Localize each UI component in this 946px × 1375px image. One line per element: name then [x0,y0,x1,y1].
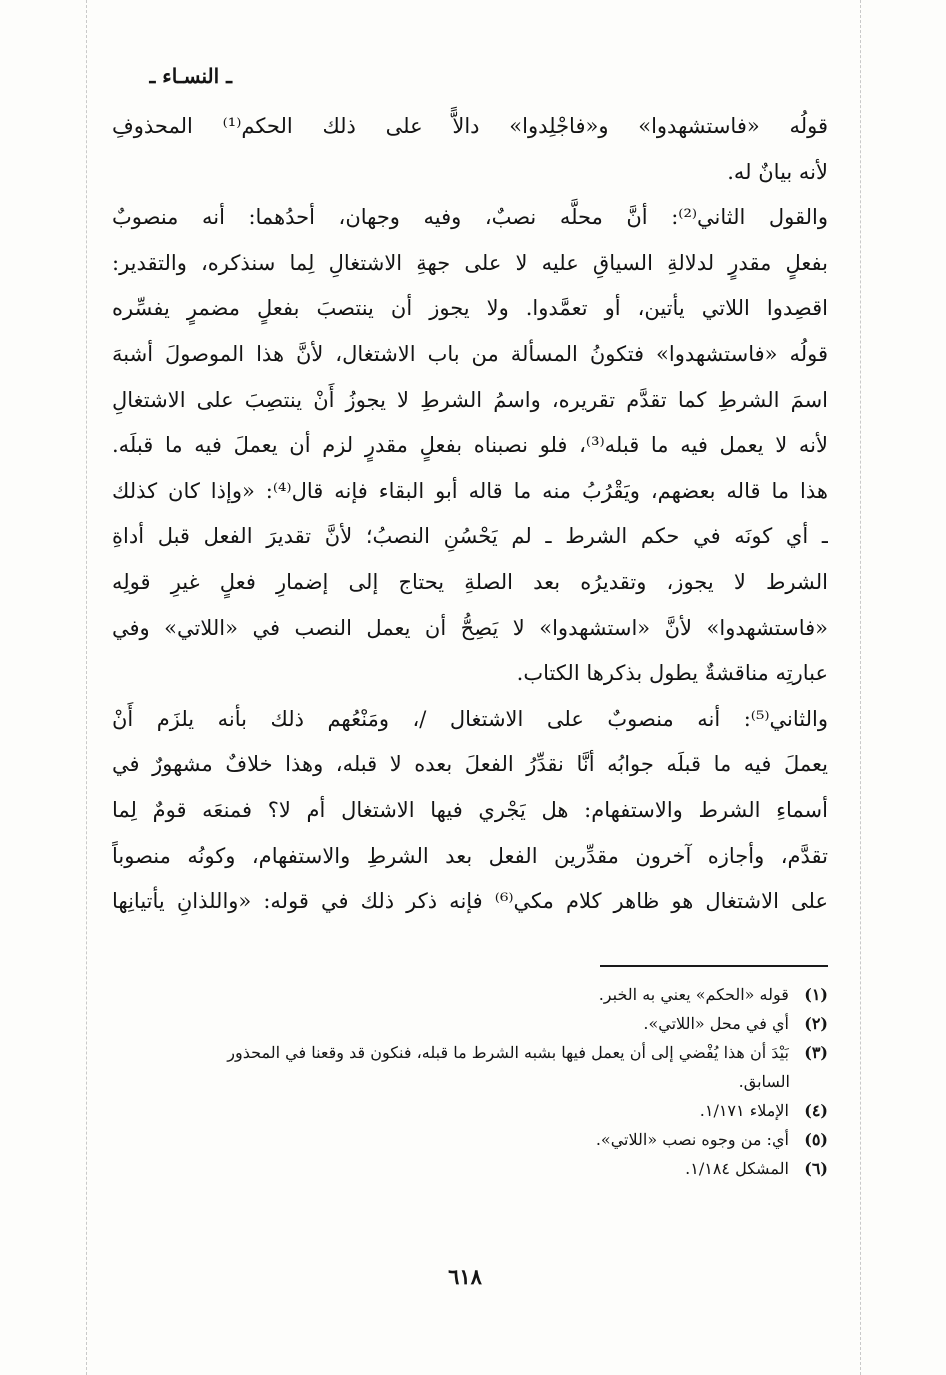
footnote [112,1038,828,1067]
text-line: يعملَ فيه ما قبلَه جوابُه أنَّا نقدِّرُ الفعلَ بعده لا قبله، وهذا خلافٌ مشهورٌ في [112,752,828,777]
text-line: ـ أي كونَه في حكم الشرط ـ لم يَحْسُنِ النصبُ؛ لأنَّ تقديرَ الفعل قبل أداةِ [112,524,828,549]
footnote-number: (٢) [804,1014,828,1033]
footnote-number: (٤) [804,1101,828,1120]
footnote-text: أي في محل «اللاتي». [643,1014,789,1033]
text-line: بفعلٍ مقدرٍ لدلالةِ السياقِ عليه لا على جهةِ الاشتغالِ لِما سنذكره، والتقدير: [112,250,828,275]
text-line: هذا ما قاله بعضهم، ويَقْرُبُ منه ما قاله أبو البقاء فإنه قال⁽⁴⁾: «وإذا كان كذلك [112,478,828,503]
footnote-text: المشكل ١/١٨٤. [685,1159,789,1178]
text-line: على الاشتغال هو ظاهر كلام مكي⁽⁶⁾ فإنه ذكر ذلك في قوله: «واللذانِ يأتيانِها [112,889,828,914]
right-margin-guide [860,0,861,1375]
left-margin-guide [86,0,87,1375]
text-line: تقدَّم، وأجازه آخرون مقدِّرين الفعل بعد الشرطِ والاستفهام، وكونُه منصوباً [112,843,828,868]
text-line: اقصِدوا اللاتي يأتين، أو تعمَّدوا. ولا يجوز أن ينتصبَ بفعلٍ مضمرٍ يفسِّره [112,296,828,321]
footnote-text: الإملاء ١/١٧١. [699,1101,789,1120]
text-line: لأنه بيانٌ له. [727,159,828,184]
text-line: قولُه «فاستشهدوا» فتكونُ المسألة من باب الاشتغال، لأنَّ هذا الموصولَ أشبهَ [112,341,828,366]
footnote [112,1154,828,1183]
text-line: لأنه لا يعمل فيه ما قبله⁽³⁾، فلو نصبناه بفعلٍ مقدرٍ لزم أن يعملَ فيه ما قبلَه. [112,433,828,458]
text-line: والقول الثاني⁽²⁾: أنَّ محلَّه نصبٌ، وفيه وجهان، أحدُهما: أنه منصوبٌ [112,205,828,230]
footnote-continuation [112,1067,828,1096]
text-line: عبارتِه مناقشةٌ يطول بذكرها الكتاب. [516,661,828,686]
running-header: ـ النسـاء ـ [149,64,232,88]
page-number: ٦١٨ [448,1264,482,1289]
footnotes [112,980,828,1183]
footnote-text: قوله «الحكم» يعني به الخبر. [598,985,789,1004]
text-line: اسمَ الشرطِ كما تقدَّم تقريره، واسمُ الشرطِ لا يجوزُ أَنْ ينتصِبَ على الاشتغالِ [112,387,828,412]
text-line: والثاني⁽⁵⁾: أنه منصوبٌ على الاشتغال /، ومَنْعُهم ذلك بأنه يلزَم أَنْ [112,706,828,731]
footnote-number: (٥) [804,1130,828,1149]
footnote-number: (١) [804,985,828,1004]
main-body-text [112,104,828,925]
footnote-number: (٦) [804,1159,828,1178]
footnote [112,1096,828,1125]
text-line: الشرط لا يجوز، وتقديرُه بعد الصلةِ يحتاج إلى إضمارِ فعلٍ غيرِ قولِه [112,569,828,594]
footnote [112,980,828,1009]
text-line: قولُه «فاستشهدوا» و«فاجْلِدوا» دالاًّ على ذلك الحكم⁽¹⁾ المحذوفِ [112,114,828,138]
footnote-text: أي: من وجوه نصب «اللاتي». [595,1130,789,1149]
footnote [112,1009,828,1038]
footnote-number: (٣) [804,1043,828,1062]
text-line: «فاستشهدوا» لأنَّ «استشهدوا» لا يَصِحُّ أن يعمل النصب في «اللاتي» وفي [112,615,828,640]
footnote [112,1125,828,1154]
footnote-text: السابق. [738,1072,790,1091]
footnote-text: بَيْدَ أن هذا يُفْضي إلى أن يعمل فيها بشبه الشرط ما قبله، فنكون قد وقعنا في المحذور [227,1043,789,1062]
footnote-separator [600,965,828,967]
text-line: أسماءِ الشرط والاستفهام: هل يَجْري فيها الاشتغال أم لا؟ فمنعَه قومٌ لِما [112,797,828,822]
